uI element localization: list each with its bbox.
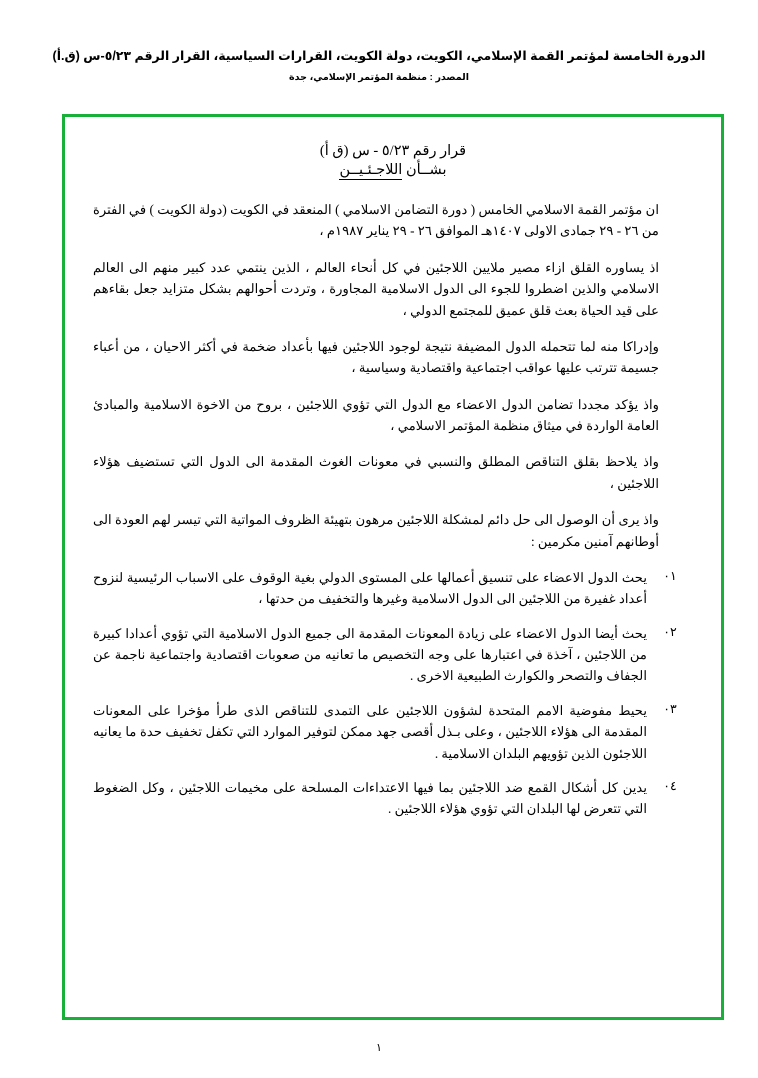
clause-list xyxy=(93,567,693,820)
paragraph-preamble-1: ان مؤتمر القمة الاسلامي الخامس ( دورة التضامن الاسلامي ) المنعقد في الكويت (دولة الكويت ) في الفترة من ٢٦ - ٢٩ جمادى الاولى ١٤٠٧هـ الموافق ٢٦ - ٢٩ يناير ١٩٨٧م ، xyxy=(93,202,659,239)
list-item xyxy=(93,623,693,687)
clause-number: ٠٢ xyxy=(663,624,677,639)
list-item xyxy=(93,777,693,820)
decision-title: قرار رقم ٥/٢٣ - س (ق أ) xyxy=(319,143,467,159)
document-body xyxy=(65,117,721,1017)
clause-text: يحيط مفوضية الامم المتحدة لشؤون اللاجئين على التمدى للتناقص الذى طرأ مؤخرا على المعونات المقدمة الى هؤلاء اللاجئين ، وعلى بـذل أقصى جهد ممكن لتوفير الموارد التي تكفل تخفيف حدة ما يعانيه اللاجئون الذين تؤويهم البلدان الاسلامية . xyxy=(93,702,647,761)
paragraph-preamble-6: واذ يرى أن الوصول الى حل دائم لمشكلة اللاجئين مرهون بتهيئة الظروف المواتية التي تيسر لهم العودة الى أوطانهم آمنين مكرمين : xyxy=(93,512,659,549)
document-frame xyxy=(62,114,724,1020)
clause-number: ٠١ xyxy=(663,568,677,583)
page-header xyxy=(0,0,758,83)
decision-subject xyxy=(93,162,693,179)
header-source: المصدر : منظمة المؤتمر الإسلامي، جدة xyxy=(289,71,469,83)
decision-subject-prefix: بشــأن xyxy=(405,162,447,178)
clause-text: يحث الدول الاعضاء على تنسيق أعمالها على المستوى الدولي بغية الوقوف على الاسباب الرئيسية لنزوح أعداد غفيرة من اللاجئين الى الدول الاسلامية وغيرها والتخفيف من حدتها ، xyxy=(93,569,647,607)
clause-text: يحث أيضا الدول الاعضاء على زيادة المعونات المقدمة الى جميع الدول الاسلامية التي تؤوي أعدادا كبيرة من اللاجئين ، آخذة في اعتبارها على وجه التخصيص ما تعانيه من صعوبات اقتصادية واجتماعية ناجمة عن الجفاف والتصحر والكوارث الطبيعية الاخرى . xyxy=(93,625,647,684)
decision-subject-text: اللاجـئـيــن xyxy=(339,162,403,178)
page-number: ١ xyxy=(376,1042,382,1054)
paragraph-preamble-2: اذ يساوره القلق ازاء مصير ملايين اللاجئين في كل أنحاء العالم ، الذين ينتمي عدد كبير منهم الى العالم الاسلامي والذين اضطروا للجوء الى الدول الاسلامية المجاورة ، وتردت أحوالهم بشكل متزايد جعل بقاءهم على قيد الحياة بعث قلق عميق للمجتمع الدولي ، xyxy=(93,259,659,318)
list-item xyxy=(93,700,693,764)
paragraph-preamble-5: واذ يلاحظ بقلق التناقص المطلق والنسبي في معونات الغوث المقدمة الى الدول التي تستضيف هؤلاء اللاجئين ، xyxy=(93,454,659,491)
clause-text: يدين كل أشكال القمع ضد اللاجئين بما فيها الاعتداءات المسلحة على مخيمات اللاجئين ، وكل الضغوط التي تتعرض لها البلدان التي تؤوي هؤلاء اللاجئين . xyxy=(93,779,647,817)
paragraph-preamble-4: واذ يؤكد مجددا تضامن الدول الاعضاء مع الدول التي تؤوي اللاجئين ، بروح من الاخوة الاسلامية والمبادئ العامة الواردة في ميثاق منظمة المؤتمر الاسلامي ، xyxy=(93,396,659,433)
clause-number: ٠٣ xyxy=(663,701,677,716)
list-item xyxy=(93,567,693,610)
clause-number: ٠٤ xyxy=(663,778,677,793)
header-title: الدورة الخامسة لمؤتمر القمة الإسلامي، الكويت، دولة الكويت، القرارات السياسية، القرار الرقم ٥/٢٣-س (ق.أ) xyxy=(52,49,706,63)
paragraph-preamble-3: وإدراكا منه لما تتحمله الدول المضيفة نتيجة لوجود اللاجئين فيها بأعداد ضخمة في أكثر الاحيان ، من أعباء جسيمة تترتب عليها عواقب اجتماعية واقتصادية وسياسية ، xyxy=(93,338,659,376)
